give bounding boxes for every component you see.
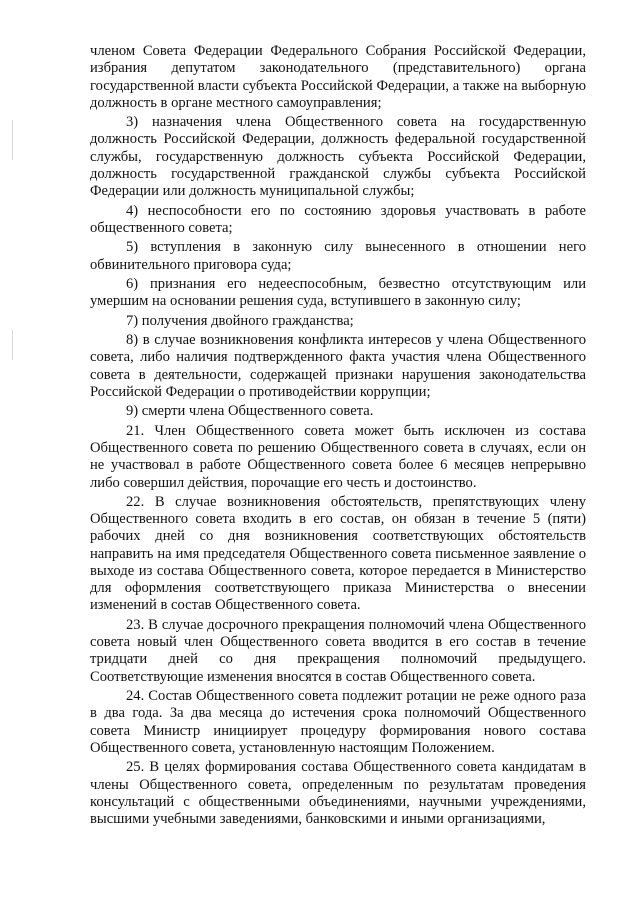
clause-24: 24. Состав Общественного совета подлежит ротации не реже одного раза в два года. За два месяца до истечения срока полномочий Общественного совета Министр инициирует процедуру формирования нового состава Общественного совета, установленную настоящим Положением. bbox=[90, 688, 586, 756]
document-body bbox=[90, 43, 586, 830]
list-item-3: 3) назначения члена Общественного совета на государственную должность Российской Федерации, должность федеральной государственной службы, государственную должность субъекта Российской Федерации, должность государственной гражданской службы субъекта Российской Федерации или должность муниципальной службы; bbox=[90, 114, 586, 200]
list-item-6: 6) признания его недееспособным, безвестно отсутствующим или умершим на основании решения суда, вступившего в законную силу; bbox=[90, 276, 586, 310]
list-item-9: 9) смерти члена Общественного совета. bbox=[126, 403, 374, 420]
list-item-5: 5) вступления в законную силу вынесенного в отношении него обвинительного приговора суда; bbox=[90, 239, 586, 273]
clause-23: 23. В случае досрочного прекращения полномочий члена Общественного совета новый член Общественного совета вводится в его состав в течение тридцати дней со дня прекращения полномочий предыдущего. Соответствующие изменения вносятся в состав Общественного совета. bbox=[90, 616, 586, 685]
clause-22: 22. В случае возникновения обстоятельств, препятствующих члену Общественного совета входить в его состав, он обязан в течение 5 (пяти) рабочих дней со дня возникновения соответствующих обстоятельств направить на имя председателя Общественного совета письменное заявление о выходе из состава Общественного совета, которое передается в Министерство для оформления соответствующего приказа Министерства о внесении изменений в состав Общественного совета. bbox=[90, 493, 586, 614]
list-item-8: 8) в случае возникновения конфликта интересов у члена Общественного совета, либо наличия подтвержденного факта участия члена Общественного совета в деятельности, содержащей признаки нарушения законодательства Российской Федерации о противодействии коррупции; bbox=[90, 332, 586, 400]
clause-25: 25. В целях формирования состава Общественного совета кандидатам в члены Общественного совета, определенным по результатам проведения консультаций с общественными объединениями, научными учреждениями, высшими учебными заведениями, банковскими и иными организациями, bbox=[90, 759, 586, 827]
list-item-7: 7) получения двойного гражданства; bbox=[126, 312, 354, 329]
list-item-4: 4) неспособности его по состоянию здоровья участвовать в работе общественного совета; bbox=[90, 202, 586, 236]
scan-artifact bbox=[12, 330, 13, 360]
paragraph-continuation: членом Совета Федерации Федерального Собрания Российской Федерации, избрания депутатом законодательного (представительного) органа государственной власти субъекта Российской Федерации, а также на выборную должность в органе местного самоуправления; bbox=[90, 43, 586, 111]
clause-21: 21. Член Общественного совета может быть исключен из состава Общественного совета по решению Общественного совета в случаях, если он не участвовал в работе Общественного совета более 6 месяцев непрерывно либо совершил действия, порочащие его честь и достоинство. bbox=[90, 422, 586, 491]
scan-artifact bbox=[12, 120, 13, 160]
